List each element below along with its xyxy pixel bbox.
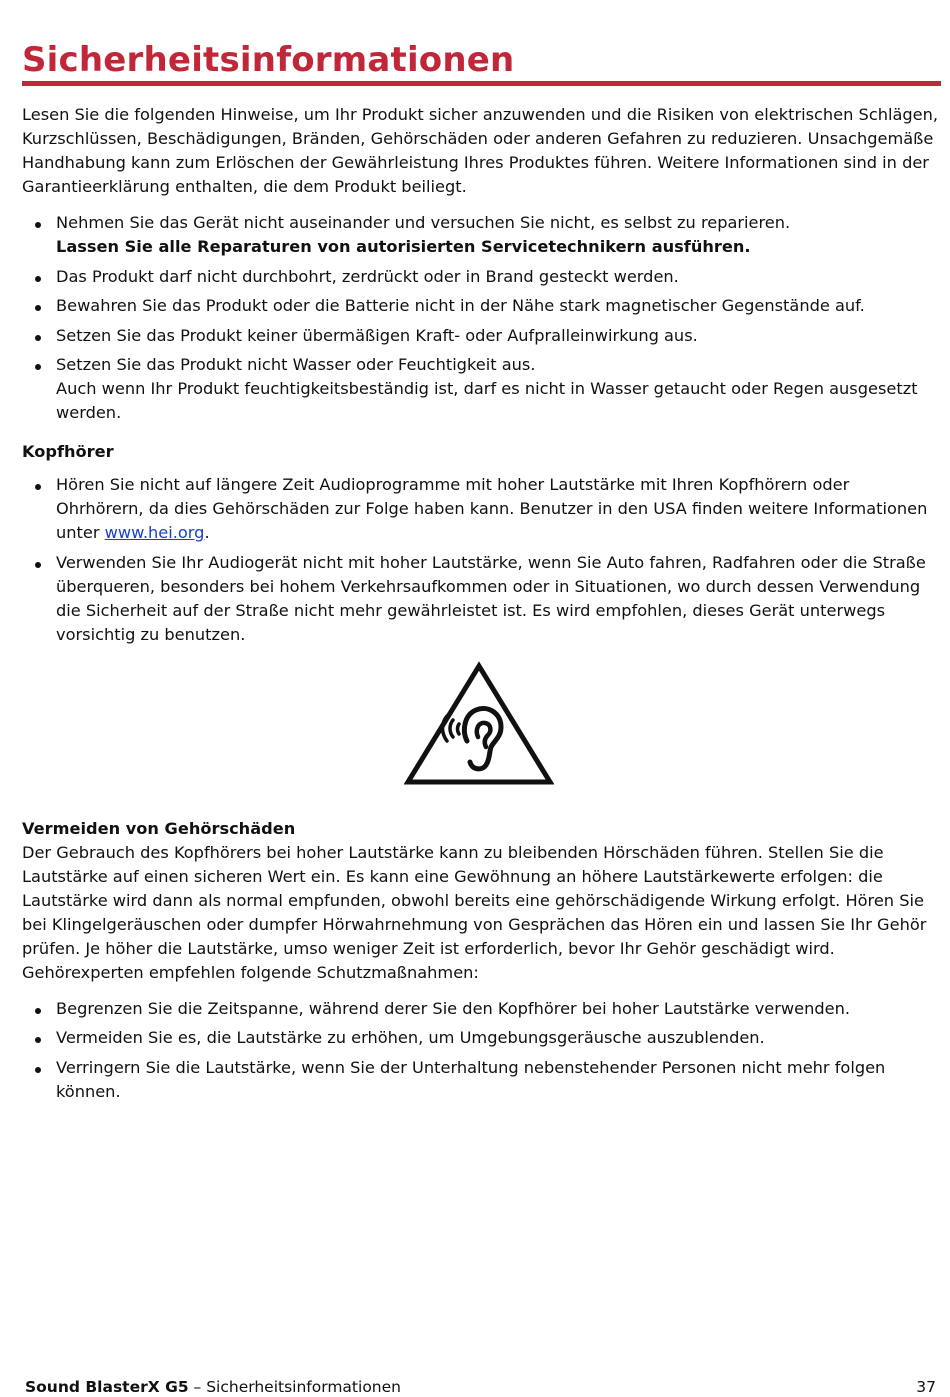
list-item <box>22 265 940 289</box>
list-item <box>22 1056 940 1104</box>
intro-paragraph: Lesen Sie die folgenden Hinweise, um Ihr Produkt sicher anzuwenden und die Risiken von elektrischen Schlägen, Kurzschlüssen, Beschädigungen, Bränden, Gehörschäden oder anderen Gefahren zu reduzieren. Unsachgemäße Handhabung kann zum Erlöschen der Gewährleistung Ihres Produktes führen. Weitere Informationen sind in der Garantieerklärung enthalten, die dem Produkt beiliegt. <box>22 105 939 196</box>
footer-section-name: Sicherheitsinformationen <box>206 1378 401 1396</box>
list-item-text-end: . <box>204 523 210 542</box>
warning-figure <box>22 661 940 787</box>
list-item <box>22 211 940 259</box>
page-footer <box>25 1378 936 1396</box>
hearing-paragraph: Der Gebrauch des Kopfhörers bei hoher Lautstärke kann zu bleibenden Hörschäden führen. Stellen Sie die Lautstärke auf einen sicheren Wert ein. Es kann eine Gewöhnung an höhere Lautstärkewerte erfolgen: die Lautstärke wird dann als normal empfunden, obwohl bereits eine gehörschädigende Wirkung erfolgt. Hören Sie bei Klingelgeräuschen oder dumpfer Hörwahrnehmung von Gesprächen das Hören ein und lassen Sie Ihr Gehör prüfen. Je höher die Lautstärke, umso weniger Zeit ist erforderlich, bevor Ihr Gehör geschädigt wird. Gehörexperten empfehlen folgende Schutzmaßnahmen: <box>22 842 927 982</box>
list-item-text: Setzen Sie das Produkt nicht Wasser oder Feuchtigkeit aus. <box>56 355 536 374</box>
list-item-text: Das Produkt darf nicht durchbohrt, zerdrückt oder in Brand gesteckt werden. <box>56 266 679 286</box>
headphones-list <box>22 473 940 647</box>
list-item <box>22 473 940 545</box>
footer-product-name: Sound BlasterX G5 <box>25 1378 189 1396</box>
list-item-text: Bewahren Sie das Produkt oder die Batterie nicht in der Nähe stark magnetischer Gegenstände auf. <box>56 296 865 315</box>
section-heading-headphones: Kopfhörer <box>22 442 114 461</box>
protection-list <box>22 997 940 1104</box>
list-item <box>22 997 940 1021</box>
title-rule <box>22 81 941 86</box>
list-item-text: Vermeiden Sie es, die Lautstärke zu erhöhen, um Umgebungsgeräusche auszublenden. <box>56 1028 765 1047</box>
list-item-text: Verwenden Sie Ihr Audiogerät nicht mit hoher Lautstärke, wenn Sie Auto fahren, Radfahren oder die Straße überqueren, besonders bei hohem Verkehrsaufkommen oder in Situationen, wo durch dessen Verwendung die Sicherheit auf der Straße nicht mehr gewährleistet ist. Es wird empfohlen, dieses Gerät unterwegs vorsichtig zu benutzen. <box>56 552 926 644</box>
list-item <box>22 324 940 348</box>
list-item <box>22 294 940 318</box>
list-item-text: Begrenzen Sie die Zeitspanne, während derer Sie den Kopfhörer bei hoher Lautstärke verwenden. <box>56 998 850 1018</box>
list-item-text: Nehmen Sie das Gerät nicht auseinander und versuchen Sie nicht, es selbst zu reparieren. <box>56 213 791 232</box>
list-item <box>22 551 940 647</box>
list-item <box>22 1026 940 1050</box>
list-item-text: Setzen Sie das Produkt keiner übermäßigen Kraft- oder Aufpralleinwirkung aus. <box>56 325 698 345</box>
hearing-damage-warning-icon <box>404 661 554 787</box>
list-item-note: Auch wenn Ihr Produkt feuchtigkeitsbeständig ist, darf es nicht in Wasser getaucht oder Regen ausgesetzt werden. <box>56 379 918 422</box>
page-number: 37 <box>916 1378 936 1396</box>
list-item <box>22 353 940 425</box>
page-title: Sicherheitsinformationen <box>22 40 515 80</box>
hei-link[interactable]: www.hei.org <box>104 523 205 542</box>
section-heading-hearing: Vermeiden von Gehörschäden <box>22 818 296 838</box>
safety-list <box>22 211 940 425</box>
document-body <box>22 103 940 1109</box>
list-item-text: Verringern Sie die Lautstärke, wenn Sie der Unterhaltung nebenstehender Personen nicht mehr folgen können. <box>56 1057 886 1101</box>
list-item-emphasis: Lassen Sie alle Reparaturen von autorisierten Servicetechnikern ausführen. <box>56 237 751 256</box>
footer-separator: – <box>188 1378 207 1396</box>
list-item-text: Hören Sie nicht auf längere Zeit Audioprogramme mit hoher Lautstärke mit Ihren Kopfhörern oder Ohrhörern, da dies Gehörschäden zur Folge haben kann. Benutzer in den USA finden weitere Informationen unter <box>56 475 928 542</box>
